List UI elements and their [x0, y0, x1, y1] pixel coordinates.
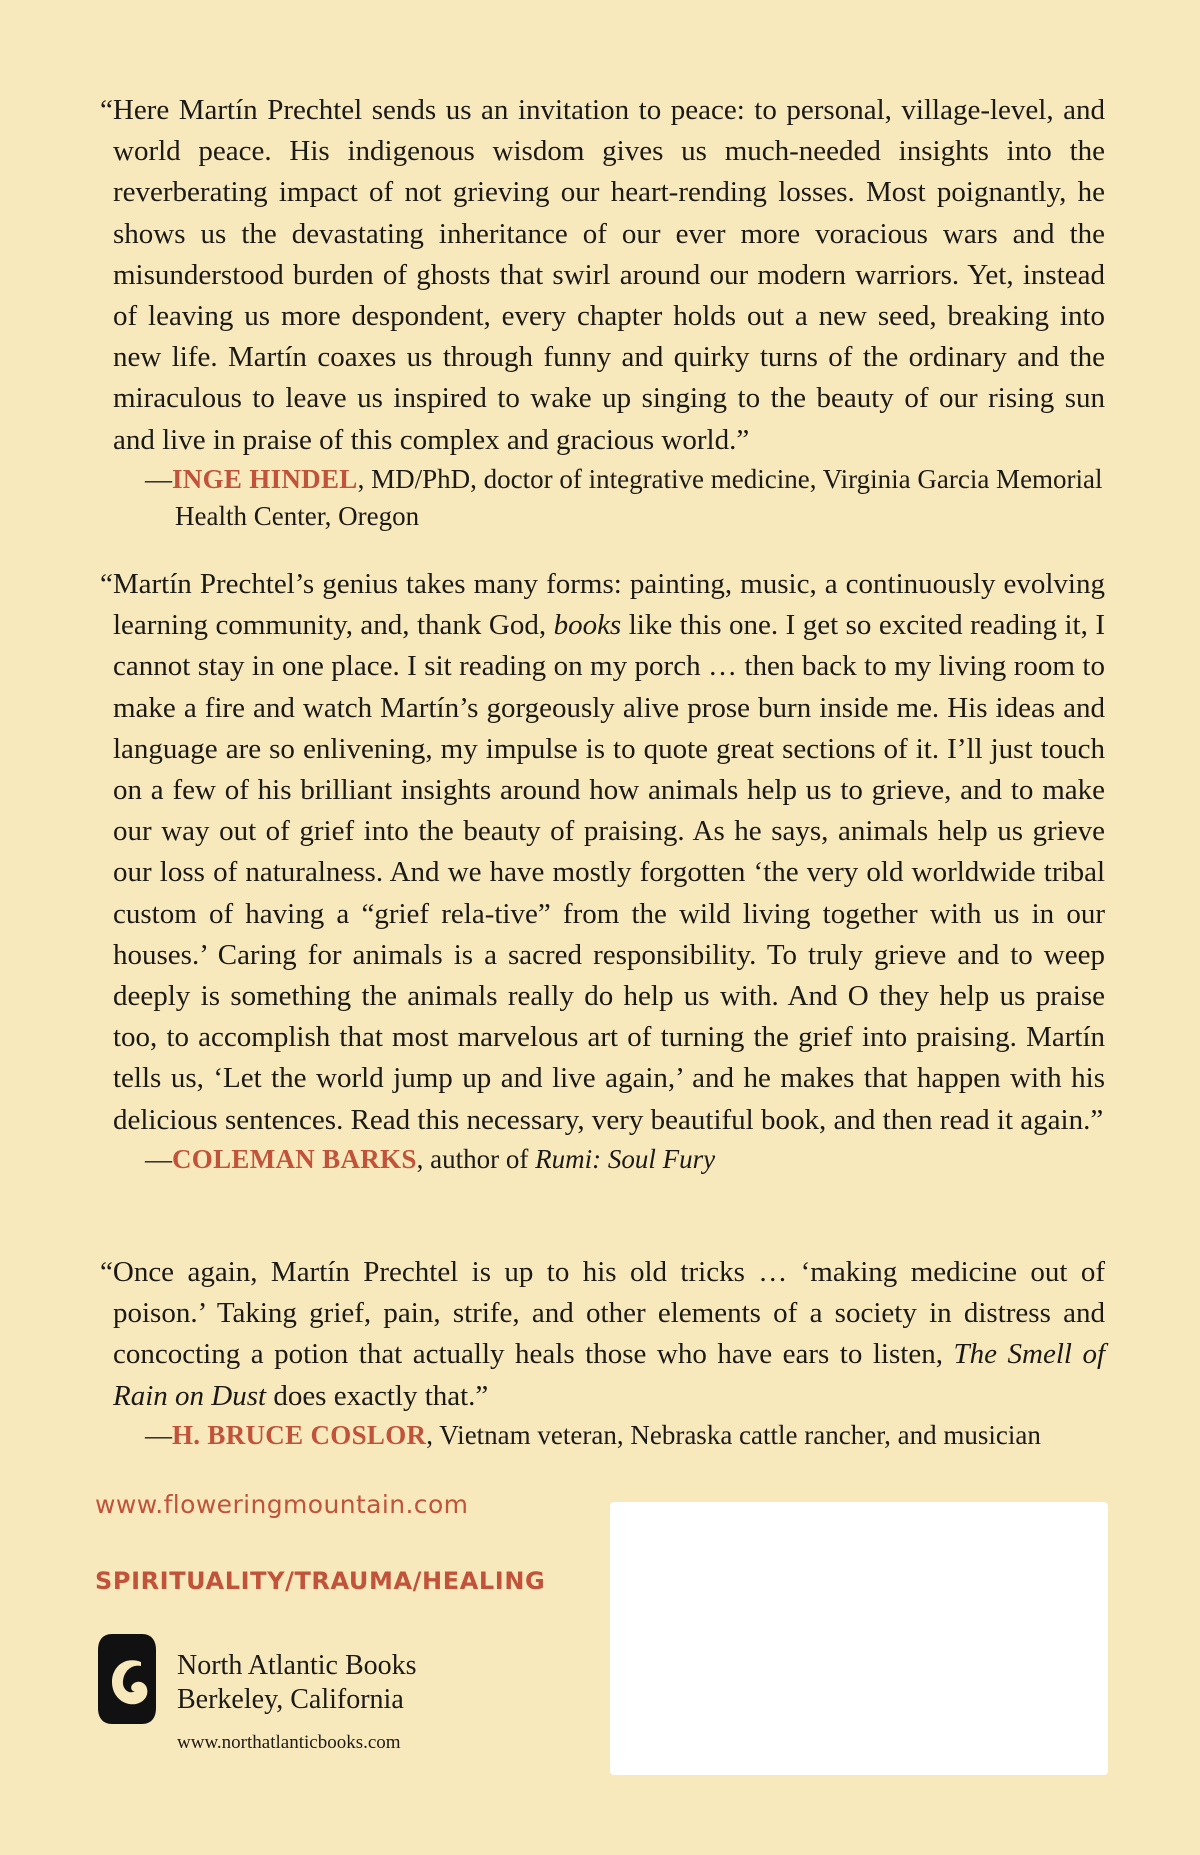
blurb-attribution: [95, 1417, 1105, 1454]
blurb-hindel: [95, 90, 1105, 535]
publisher-url[interactable]: www.northatlanticbooks.com: [177, 1732, 401, 1753]
blurb-attribution: [95, 1141, 1105, 1178]
attribution-name: COLEMAN BARKS: [172, 1143, 417, 1174]
barcode-area: [610, 1502, 1108, 1775]
website-link[interactable]: www.floweringmountain.com: [95, 1490, 469, 1519]
attribution-book-title: Rumi: Soul Fury: [535, 1143, 716, 1174]
blurb-text: “Here Martín Prechtel sends us an invitation to peace: to personal, village-level, and world peace. His indigenous wisdom gives us much-needed insights into the reverberating impact of not grieving our heart-rending losses. Most poignantly, he shows us the devastating inheritance of our ever more voracious wars and the misunderstood burden of ghosts that swirl around our modern warriors. Yet, instead of leaving us more despondent, every chapter holds out a new seed, breaking into new life. Martín coaxes us through funny and quirky turns of the ordinary and the miraculous to leave us inspired to wake up singing to the beauty of our rising sun and live in praise of this complex and gracious world.”: [100, 94, 1105, 456]
publisher-city: Berkeley, California: [177, 1684, 404, 1715]
attribution-dash: —: [145, 1143, 172, 1174]
blurb-coslor: [95, 1252, 1105, 1454]
attribution-dash: —: [145, 1419, 172, 1450]
attribution-name: H. BRUCE COSLOR: [172, 1419, 427, 1450]
attribution-credit: , MD/PhD, doctor of integrative medicine, Virginia Garcia Memorial Health Center, Oregon: [175, 463, 1103, 531]
attribution-credit: , Vietnam veteran, Nebraska cattle rancher, and musician: [426, 1419, 1041, 1450]
blurb-barks: [95, 564, 1105, 1178]
blurb-text: “Martín Prechtel’s genius takes many forms: painting, music, a continuously evolving learning community, and, thank God, books like this one. I get so excited reading it, I cannot stay in one place. I sit reading on my porch … then back to my living room to make a fire and watch Martín’s gorgeously alive prose burn inside me. His ideas and language are so enlivening, my impulse is to quote great sections of it. I’ll just touch on a few of his brilliant insights around how animals help us to grieve, and to make our way out of grief into the beauty of praising. As he says, animals help us grieve our loss of naturalness. And we have mostly forgotten ‘the very old worldwide tribal custom of having a “grief rela-tive” from the wild living together with us in our houses.’ Caring for animals is a sacred responsibility. To truly grieve and to weep deeply is something the animals really do help us with. And O they help us praise too, to accomplish that most marvelous art of turning the grief into praising. Martín tells us, ‘Let the world jump up and live again,’ and he makes that happen with his delicious sentences. Read this necessary, very beautiful book, and then read it again.”: [100, 568, 1105, 1136]
publisher-name: North Atlantic Books: [177, 1650, 417, 1681]
category-label: SPIRITUALITY/TRAUMA/HEALING: [95, 1567, 546, 1595]
attribution-credit: , author of: [416, 1143, 536, 1174]
blurb-text: “Once again, Martín Prechtel is up to his old tricks … ‘making medicine out of poison.’ Taking grief, pain, strife, and other elements of a society in distress and concocting a potion that actually heals those who have ears to listen, The Smell of Rain on Dust does exactly that.”: [100, 1256, 1105, 1412]
blurb-attribution: [95, 461, 1105, 535]
attribution-name: INGE HINDEL: [172, 463, 358, 494]
wave-icon: [96, 1632, 158, 1726]
attribution-dash: —: [145, 463, 172, 494]
